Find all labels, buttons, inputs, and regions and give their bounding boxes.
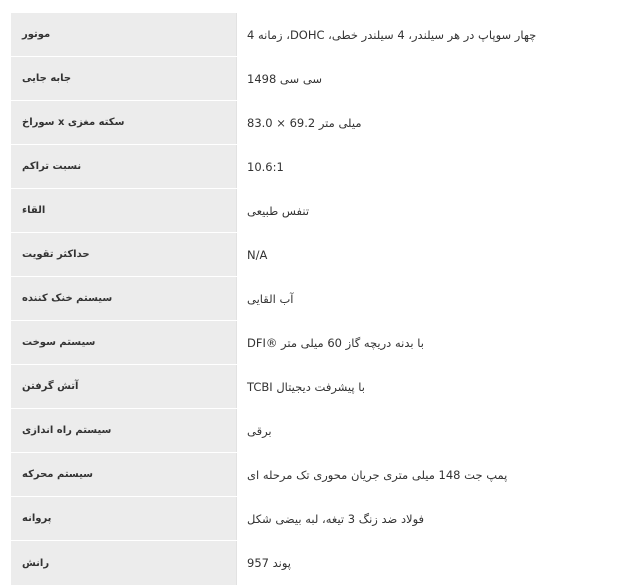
spec-label (11, 409, 236, 452)
spec-label-text: نسبت تراکم (22, 161, 82, 172)
spec-value (236, 57, 622, 100)
spec-label-text: آتش گرفتن (22, 381, 79, 392)
spec-label-text: پروانه (22, 513, 52, 524)
spec-label (11, 101, 236, 144)
spec-value-text: TCBI با پیشرفت دیجیتال (247, 379, 365, 394)
spec-value-text: سی سی 1498 (247, 71, 323, 86)
spec-label (11, 145, 236, 188)
spec-value-text: پوند 957 (247, 556, 291, 570)
spec-row-propulsion (11, 453, 622, 497)
spec-row-max-boost (11, 233, 622, 277)
spec-value (236, 541, 622, 585)
spec-value (236, 321, 622, 364)
spec-row-impeller (11, 497, 622, 541)
spec-row-starting-system (11, 409, 622, 453)
spec-row-bore-stroke (11, 101, 622, 145)
spec-value-text: تنفس طبیعی (247, 203, 310, 218)
spec-value-text: DFI® با بدنه دریچه گاز 60 میلی متر (247, 335, 424, 350)
spec-label-text: سیستم محرکه (22, 469, 93, 480)
spec-label-text: رانش (22, 557, 50, 569)
spec-label (11, 233, 236, 276)
spec-row-displacement (11, 57, 622, 101)
spec-table (11, 13, 622, 588)
spec-label (11, 497, 236, 540)
spec-value (236, 453, 622, 496)
spec-label-text: القاء (22, 205, 46, 216)
spec-label (11, 13, 236, 56)
spec-row-ignition (11, 365, 622, 409)
spec-label-text: سیستم خنک کننده (22, 293, 113, 304)
spec-label-text: جابه جایی (22, 73, 72, 84)
spec-row-induction (11, 189, 622, 233)
spec-label (11, 277, 236, 320)
spec-value (236, 233, 622, 276)
spec-value-text: آب القایی (247, 291, 294, 306)
spec-value-text: چهار سوپاپ در هر سیلندر، 4 سیلندر خطی، DOHC، زمانه 4 (247, 27, 537, 42)
spec-label-text: حداکثر تقویت (22, 249, 90, 260)
spec-value (236, 13, 622, 56)
spec-label-text: سیستم راه اندازی (22, 425, 112, 436)
spec-row-fuel-system (11, 321, 622, 365)
spec-label-text: سکته مغزی x سوراخ (22, 117, 125, 128)
spec-value (236, 145, 622, 188)
spec-value-text: پمپ جت 148 میلی متری جریان محوری تک مرحله ای (247, 467, 508, 482)
spec-row-compression (11, 145, 622, 189)
spec-row-cooling (11, 277, 622, 321)
spec-value (236, 189, 622, 232)
spec-label (11, 57, 236, 100)
spec-value (236, 277, 622, 320)
spec-row-thrust (11, 541, 622, 585)
spec-label (11, 321, 236, 364)
spec-label (11, 541, 236, 585)
spec-label (11, 189, 236, 232)
spec-value-text: N/A (247, 247, 268, 262)
spec-label-text: سیستم سوخت (22, 337, 96, 348)
spec-label (11, 365, 236, 408)
spec-value (236, 497, 622, 540)
spec-value (236, 409, 622, 452)
spec-value-text: میلی متر 69.2 × 83.0 (247, 115, 362, 130)
spec-value-text: فولاد ضد زنگ 3 تیغه، لبه بیضی شکل (247, 511, 425, 526)
spec-value-text: برقی (247, 423, 272, 438)
spec-value (236, 365, 622, 408)
spec-value (236, 101, 622, 144)
spec-row-engine (11, 13, 622, 57)
spec-label (11, 453, 236, 496)
spec-label-text: موتور (22, 29, 51, 40)
spec-value-text: 10.6:1 (247, 159, 284, 174)
